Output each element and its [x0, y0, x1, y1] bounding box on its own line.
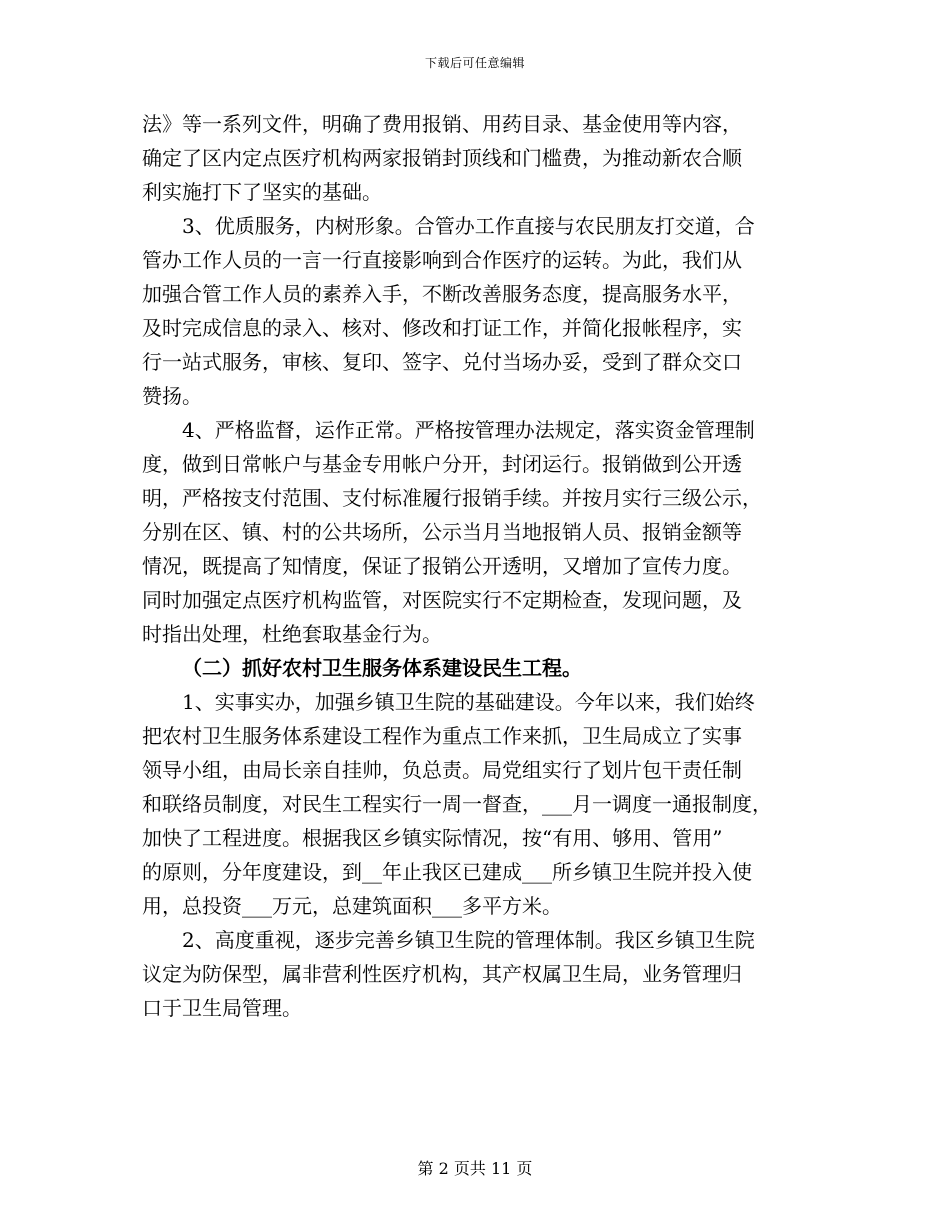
text-line: 和联络员制度，对民生工程实行一周一督查，___月一调度一通报制度， — [142, 792, 772, 816]
text-line: 时指出处理，杜绝套取基金行为。 — [142, 622, 442, 646]
text-line: 行一站式服务，审核、复印、签字、兑付当场办妥，受到了群众交口 — [142, 350, 742, 374]
text-line: 2、高度重视，逐步完善乡镇卫生院的管理体制。我区乡镇卫生院 — [182, 928, 755, 952]
text-line: 管办工作人员的一言一行直接影响到合作医疗的运转。为此，我们从 — [142, 248, 742, 272]
text-line: 赞扬。 — [142, 384, 202, 408]
text-line: 同时加强定点医疗机构监管，对医院实行不定期检查，发现问题，及 — [142, 588, 742, 612]
text-line: 4、严格监督，运作正常。严格按管理办法规定，落实资金管理制 — [182, 418, 755, 442]
page-footer: 第 2 页共 11 页 — [417, 1159, 533, 1178]
text-line: 议定为防保型，属非营利性医疗机构，其产权属卫生局，业务管理归 — [142, 962, 742, 986]
text-line: 用，总投资___万元，总建筑面积___多平方米。 — [142, 894, 562, 918]
document-body — [142, 107, 820, 1025]
page-header: 下载后可任意编辑 — [424, 56, 525, 70]
text-line: 法》等一系列文件，明确了费用报销、用药目录、基金使用等内容， — [142, 112, 742, 136]
text-line: 1、实事实办，加强乡镇卫生院的基础建设。今年以来，我们始终 — [182, 690, 755, 714]
text-line: 分别在区、镇、村的公共场所，公示当月当地报销人员、报销金额等 — [142, 520, 742, 544]
text-line: 加快了工程进度。根据我区乡镇实际情况，按“有用、够用、管用” — [142, 826, 723, 850]
text-line: 利实施打下了坚实的基础。 — [142, 180, 382, 204]
text-line: 情况，既提高了知情度，保证了报销公开透明，又增加了宣传力度。 — [142, 554, 742, 578]
text-line: 3、优质服务，内树形象。合管办工作直接与农民朋友打交道，合 — [182, 214, 755, 238]
section-heading: （二）抓好农村卫生服务体系建设民生工程。 — [182, 656, 582, 680]
text-line: 领导小组，由局长亲自挂帅，负总责。局党组实行了划片包干责任制 — [142, 758, 742, 782]
text-line: 加强合管工作人员的素养入手，不断改善服务态度，提高服务水平， — [142, 282, 742, 306]
text-line: 度，做到日常帐户与基金专用帐户分开，封闭运行。报销做到公开透 — [142, 452, 742, 476]
text-line: 的原则，分年度建设，到__年止我区已建成___所乡镇卫生院并投入使 — [142, 860, 752, 884]
text-line: 确定了区内定点医疗机构两家报销封顶线和门槛费，为推动新农合顺 — [142, 146, 742, 170]
text-line: 口于卫生局管理。 — [142, 996, 302, 1020]
text-line: 把农村卫生服务体系建设工程作为重点工作来抓，卫生局成立了实事 — [142, 724, 742, 748]
text-line: 及时完成信息的录入、核对、修改和打证工作，并简化报帐程序，实 — [142, 316, 742, 340]
text-line: 明，严格按支付范围、支付标准履行报销手续。并按月实行三级公示， — [142, 486, 762, 510]
